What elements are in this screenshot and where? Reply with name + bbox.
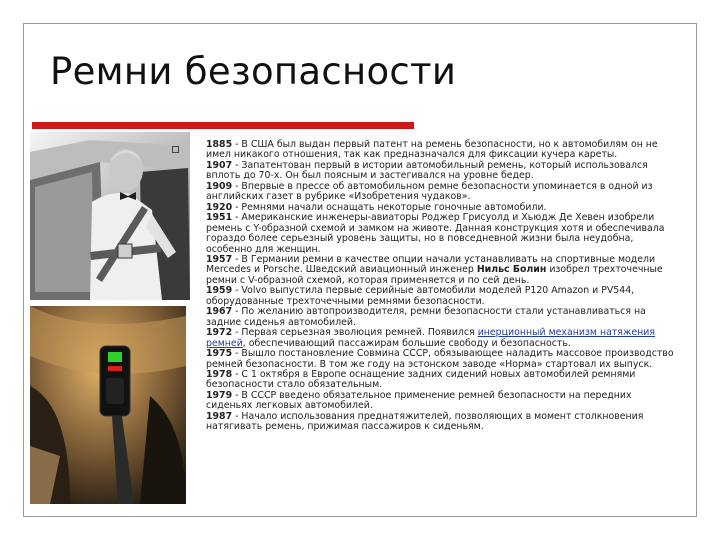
entry-1972 [206, 328, 678, 349]
entry-year: 1987 [206, 410, 233, 422]
entry-year: 1972 [206, 327, 233, 339]
entry-1885 [206, 140, 678, 161]
list-bullet-icon [172, 146, 179, 153]
photo-seatbelt-buckle [30, 306, 186, 504]
entry-1957 [206, 255, 678, 286]
entry-1979 [206, 391, 678, 412]
slide-title: Ремни безопасности [50, 50, 457, 93]
entry-text: - В Германии ремни в качестве опции начали устанавливать на спортивные модели Mercedes и Porsche. Шведский авиационный инженер [206, 253, 656, 276]
title-underline [32, 122, 414, 129]
entry-text: - По желанию автопроизводителя, ремни безопасности стали устанавливаться на задние сиденья автомобилей. [206, 306, 646, 328]
entry-text: изобрел трехточечные ремни с V-образной схемой, которая применяется и по сей день. [206, 264, 663, 286]
entry-text: , обеспечивающий пассажирам большие свободу и безопасность. [242, 337, 571, 349]
entry-year: 1959 [206, 285, 233, 297]
entry-1987 [206, 412, 678, 433]
entry-text: - Впервые в прессе об автомобильном ремне безопасности упоминается в одной из английских газет в рубрике «Изобретения чудаков». [206, 180, 653, 203]
entry-text: - Вышло постановление Совмина СССР, обязывающее наладить массовое производство ремней безопасности. В том же году на эстонском заводе «Норма» стартовал их выпуск. [206, 348, 674, 370]
entry-text: - Запатентован первый в истории автомобильный ремень, который использовался вплоть до 70-х. Он был поясным и застегивался на уровне бедер. [206, 159, 648, 182]
entry-year: 1909 [206, 180, 233, 192]
photo-man-with-seatbelt [30, 132, 190, 300]
entry-1978 [206, 370, 678, 391]
entry-year: 1920 [206, 201, 233, 213]
entry-year: 1885 [206, 139, 233, 150]
entry-text: - Ремнями начали оснащать некоторые гоночные автомобили. [232, 201, 547, 213]
entry-1959 [206, 286, 678, 307]
entry-year: 1907 [206, 159, 233, 171]
history-text [206, 140, 678, 433]
entry-year: 1979 [206, 389, 233, 401]
entry-1907 [206, 161, 678, 182]
entry-year: 1978 [206, 368, 233, 380]
entry-year: 1967 [206, 306, 233, 318]
entry-year: 1957 [206, 253, 233, 265]
entry-1975 [206, 349, 678, 370]
entry-1967 [206, 307, 678, 328]
entry-text: - Volvo выпустила первые серийные автомобили моделей P120 Amazon и PV544, оборудованные трехточечными ремнями безопасности. [206, 285, 635, 307]
entry-text: - В США был выдан первый патент на ремень безопасности, но к автомобилям он не имел никакого отношения, так как предназначался для фиксации кучера кареты. [206, 139, 658, 161]
entry-text: - В СССР введено обязательное применение ремней безопасности на передних сиденьях легковых автомобилей. [206, 389, 632, 412]
entry-year: 1975 [206, 348, 233, 360]
entry-1951 [206, 213, 678, 255]
entry-1909 [206, 182, 678, 203]
entry-text: - С 1 октября в Европе оснащение задних сидений новых автомобилей ремнями безопасности стало обязательным. [206, 368, 636, 391]
inertia-reel-link[interactable]: инерционный механизм натяжения ремней [206, 327, 656, 349]
inventor-name: Нильс Болин [476, 264, 547, 276]
entry-year: 1951 [206, 212, 233, 224]
entry-text: - Начало использования преднатяжителей, позволяющих в момент столкновения натягивать ремень, прижимая пассажиров к сиденьям. [206, 410, 644, 433]
entry-text: - Американские инженеры-авиаторы Роджер Грисуолд и Хьюдж Де Хевен изобрели ремень с Y-образной схемой и замком на животе. Данная конструкция хотя и обеспечивала гораздо более серьезный уровень защиты, но в повседневной жизни была неудобна, особенно для женщин. [206, 212, 665, 255]
entry-text: - Первая серьезная эволюция ремней. Появился [232, 327, 478, 339]
